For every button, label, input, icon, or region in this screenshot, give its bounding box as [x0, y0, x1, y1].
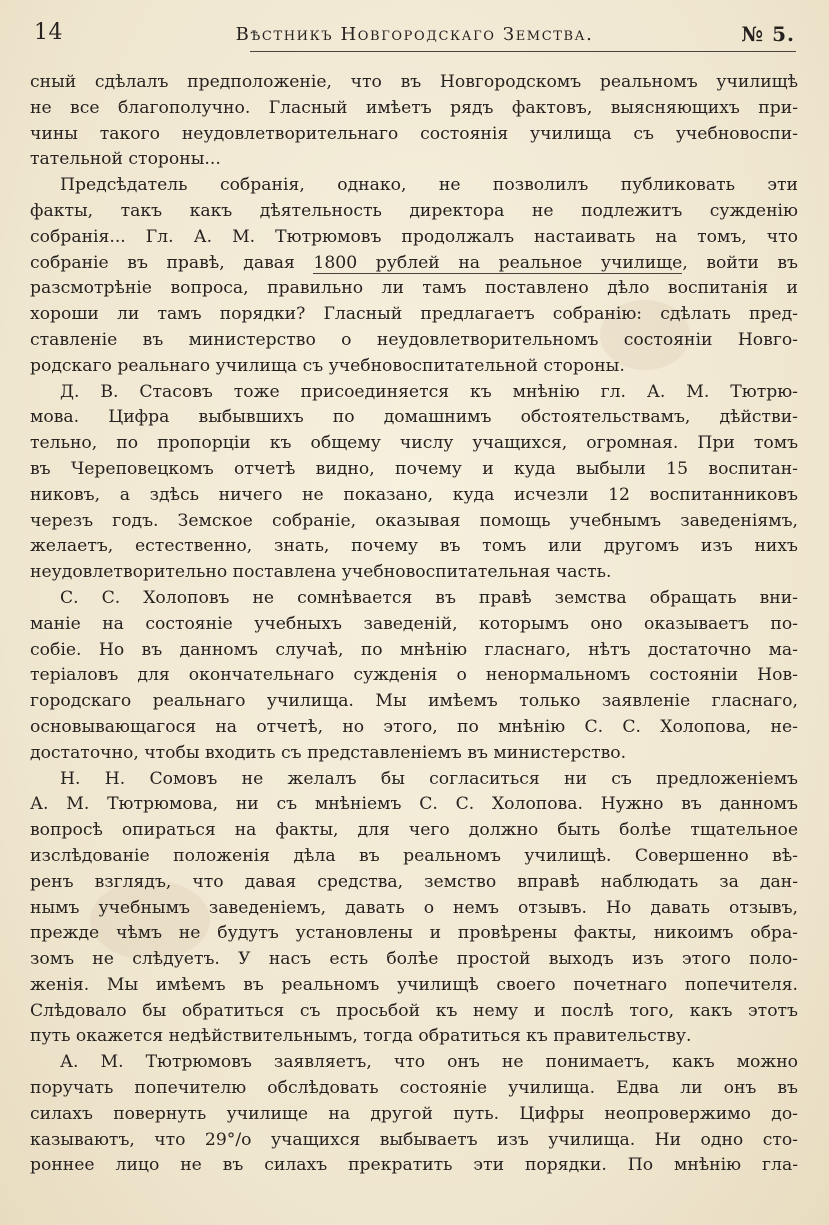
- page-number: 14: [34, 20, 63, 45]
- text-line: А. М. Тютрюмова, ни съ мнѣніемъ С. С. Холопова. Нужно въ данномъ: [30, 794, 798, 815]
- text-line: въ Череповецкомъ отчетѣ видно, почему и куда выбыли 15 воспитан-: [30, 458, 798, 479]
- text-line: прежде чѣмъ не будутъ установлены и провѣрены факты, никоимъ обра-: [30, 923, 798, 944]
- text-line: тельно, по пропорціи къ общему числу учащихся, огромная. При томъ: [30, 433, 798, 454]
- text-line: Д. В. Стасовъ тоже присоединяется къ мнѣнію гл. А. М. Тютрю-: [60, 381, 798, 402]
- underlined-phrase: 1800 рублей на реальное училище: [313, 252, 683, 273]
- text-line-underlined: собраніе въ правѣ, давая 1800 рублей на реальное училище, войти въ: [30, 252, 798, 273]
- text-line: хороши ли тамъ порядки? Гласный предлагаетъ собранію: сдѣлать пред-: [30, 304, 798, 325]
- text-line: мова. Цифра выбывшихъ по домашнимъ обстоятельствамъ, дѣйстви-: [30, 407, 798, 428]
- text-line: роннее лицо не въ силахъ прекратить эти порядки. По мнѣнію гла-: [30, 1155, 798, 1176]
- text-line: неудовлетворительно поставлена учебновоспитательная часть.: [30, 562, 612, 583]
- text-line: городскаго реальнаго училища. Мы имѣемъ только заявленіе гласнаго,: [30, 691, 798, 712]
- text-line: поручать попечителю обслѣдовать состояніе училища. Едва ли онъ въ: [30, 1078, 798, 1099]
- text-line: факты, такъ какъ дѣятельность директора не подлежитъ сужденію: [30, 200, 798, 221]
- text-line: вопросѣ опираться на факты, для чего должно быть болѣе тщательное: [30, 820, 798, 841]
- text-line: тательной стороны...: [30, 149, 221, 170]
- text-line: чины такого неудовлетворительнаго состоянія училища съ учебновоспи-: [30, 123, 798, 144]
- text-line: собіе. Но въ данномъ случаѣ, по мнѣнію гласнаго, нѣтъ достаточно ма-: [30, 639, 798, 660]
- text-line: нымъ учебнымъ заведеніемъ, давать о немъ отзывъ. Но давать отзывъ,: [30, 897, 798, 918]
- header-rule: [250, 51, 796, 52]
- text-line: С. С. Холоповъ не сомнѣвается въ правѣ земства обращать вни-: [60, 587, 798, 608]
- text-line: маніе на состояніе учебныхъ заведеній, которымъ оно оказываетъ по-: [30, 613, 798, 634]
- text-line: достаточно, чтобы входить съ представленіемъ въ министерство.: [30, 742, 627, 763]
- text-line: Н. Н. Сомовъ не желалъ бы согласиться ни съ предложеніемъ: [60, 768, 798, 789]
- text-line: сный сдѣлалъ предположеніе, что въ Новгородскомъ реальномъ училищѣ: [30, 72, 798, 92]
- text-line: изслѣдованіе положенія дѣла въ реальномъ училищѣ. Совершенно вѣ-: [30, 845, 798, 866]
- text-line: А. М. Тютрюмовъ заявляетъ, что онъ не понимаетъ, какъ можно: [60, 1052, 798, 1073]
- issue-number: № 5.: [741, 22, 795, 46]
- text-line: никовъ, а здѣсь ничего не показано, куда исчезли 12 воспитанниковъ: [30, 484, 798, 505]
- text-line: женія. Мы имѣемъ въ реальномъ училищѣ своего почетнаго попечителя.: [30, 974, 798, 995]
- text-line: желаетъ, естественно, знать, почему въ томъ или другомъ изъ нихъ: [30, 536, 798, 557]
- text-line: не все благополучно. Гласный имѣетъ рядъ фактовъ, выясняющихъ при-: [30, 97, 798, 118]
- text-line: собранія... Гл. А. М. Тютрюмовъ продолжалъ настаивать на томъ, что: [30, 226, 798, 247]
- text-line: теріаловъ для окончательнаго сужденія о ненормальномъ состояніи Нов-: [30, 665, 798, 686]
- text-line: разсмотрѣніе вопроса, правильно ли тамъ поставлено дѣло воспитанія и: [30, 278, 798, 299]
- running-title: Вѣстникъ Новгородскаго Земства.: [235, 24, 594, 45]
- page-header: [0, 0, 829, 60]
- text-line: казываютъ, что 29°/о учащихся выбываетъ изъ училища. Ни одно сто-: [30, 1129, 798, 1150]
- text-line: Слѣдовало бы обратиться съ просьбой къ нему и послѣ того, какъ этотъ: [30, 1000, 798, 1021]
- text-line: черезъ годъ. Земское собраніе, оказывая помощь учебнымъ заведеніямъ,: [30, 510, 798, 531]
- text-line: зомъ не слѣдуетъ. У насъ есть болѣе простой выходъ изъ этого поло-: [30, 949, 798, 970]
- text-line: путь окажется недѣйствительнымъ, тогда обратиться къ правительству.: [30, 1026, 692, 1047]
- body-text: [30, 70, 798, 1179]
- text-line: Предсѣдатель собранія, однако, не позволилъ публиковать эти: [60, 175, 798, 196]
- text-line: ренъ взглядъ, что давая средства, земство вправѣ наблюдать за дан-: [30, 871, 798, 892]
- text-line: основывающагося на отчетѣ, но этого, по мнѣнію С. С. Холопова, не-: [30, 716, 798, 737]
- text-line: ставленіе въ министерство о неудовлетворительномъ состояніи Новго-: [30, 329, 798, 350]
- text-line: силахъ повернуть училище на другой путь. Цифры неопровержимо до-: [30, 1103, 798, 1124]
- text-line: родскаго реальнаго училища съ учебновоспитательной стороны.: [30, 355, 625, 376]
